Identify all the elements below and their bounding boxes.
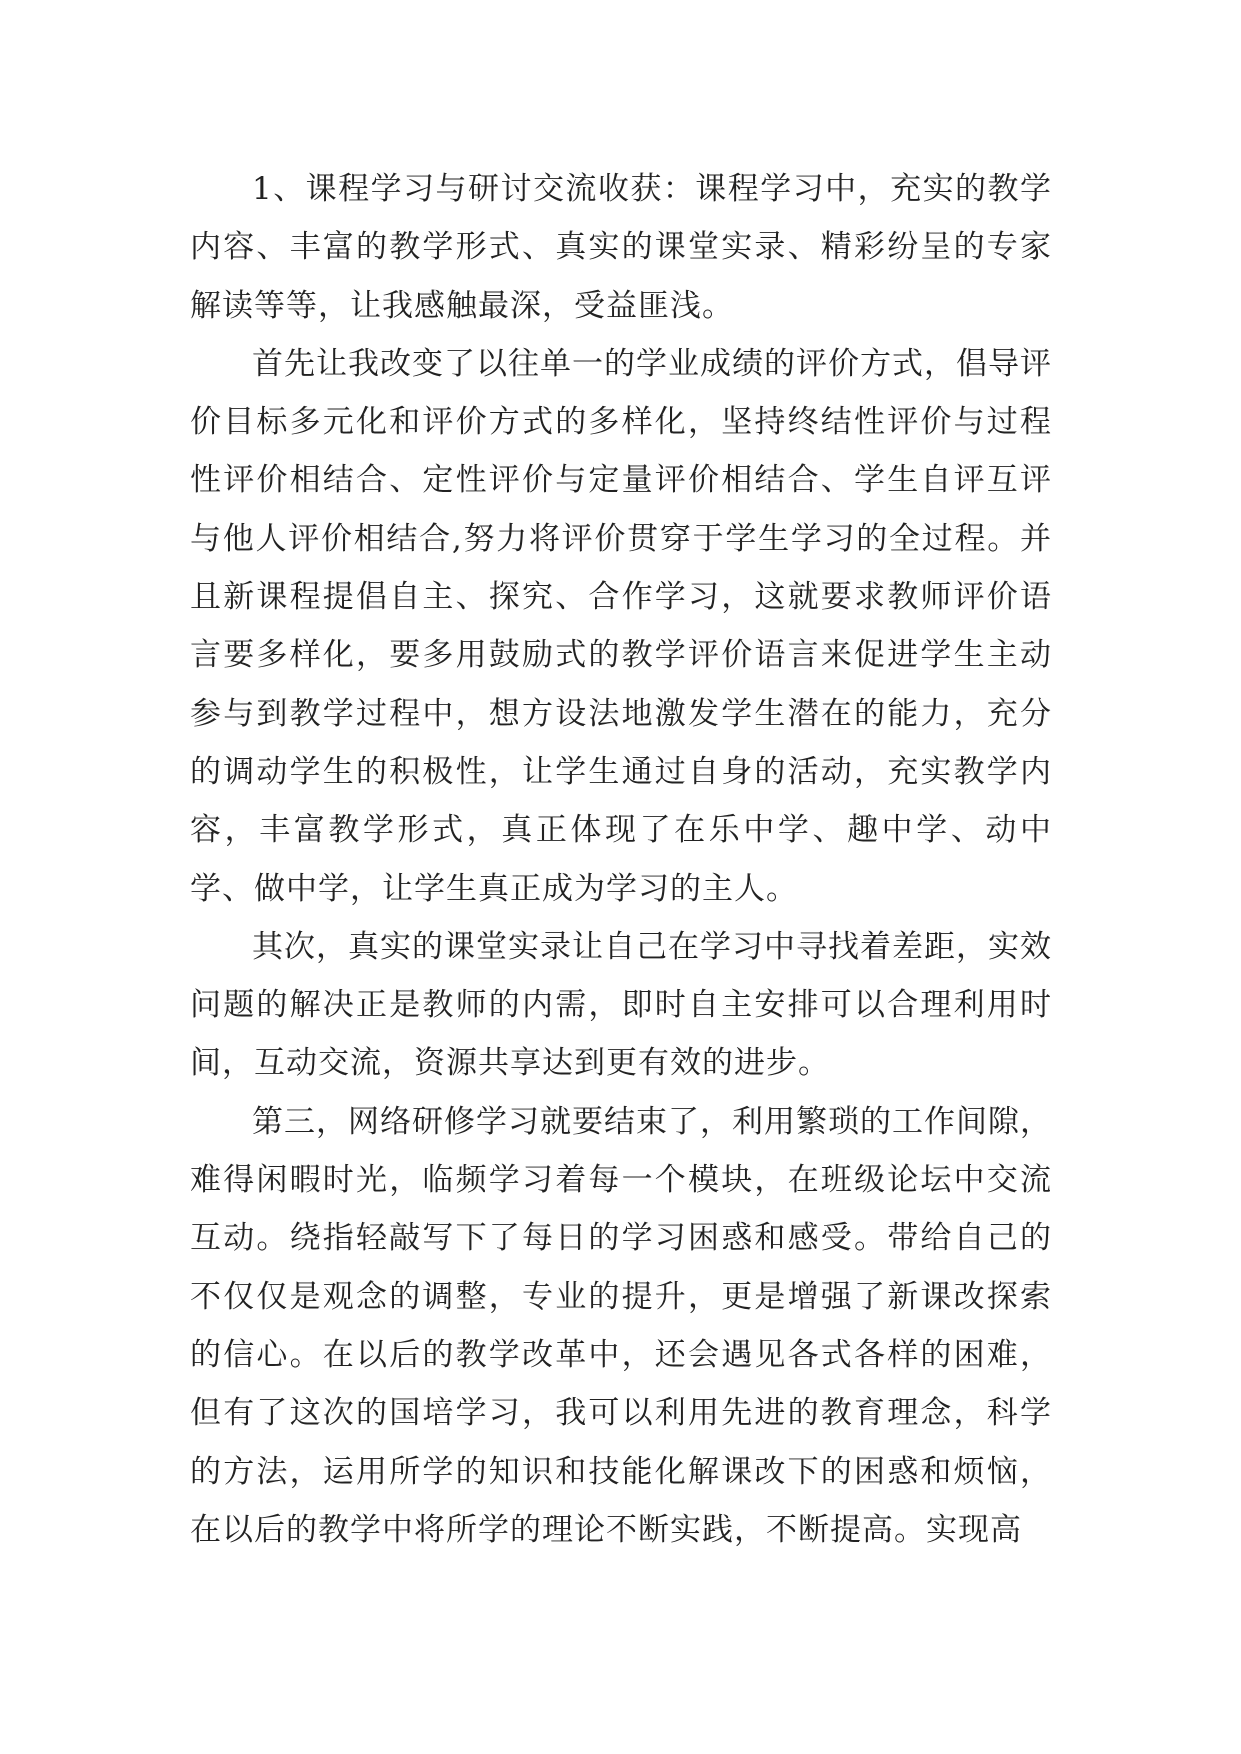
paragraph-classroom-record: 其次，真实的课堂实录让自己在学习中寻找着差距，实效问题的解决正是教师的内需，即时自主安排可以合理利用时间，互动交流，资源共享达到更有效的进步。 (190, 928, 1052, 1082)
paragraph-online-training: 第三，网络研修学习就要结束了，利用繁琐的工作间隙，难得闲暇时光，临频学习着每一个模块，在班级论坛中交流互动。绕指轻敲写下了每日的学习困惑和感受。带给自己的不仅仅是观念的调整，专业的提升，更是增强了新课改探索的信心。在以后的教学改革中，还会遇见各式各样的困难，但有了这次的国培学习，我可以利用先进的教育理念，科学的方法，运用所学的知识和技能化解课改下的困惑和烦恼，在以后的教学中将所学的理论不断实践，不断提高。实现高 (190, 1103, 1052, 1548)
document-body (190, 160, 1052, 1559)
paragraph-evaluation-change: 首先让我改变了以往单一的学业成绩的评价方式，倡导评价目标多元化和评价方式的多样化，坚持终结性评价与过程性评价相结合、定性评价与定量评价相结合、学生自评互评与他人评价相结合,努力将评价贯穿于学生学习的全过程。并且新课程提倡自主、探究、合作学习，这就要求教师评价语言要多样化，要多用鼓励式的教学评价语言来促进学生主动参与到教学过程中，想方设法地激发学生潜在的能力，充分的调动学生的积极性，让学生通过自身的活动，充实教学内容，丰富教学形式，真正体现了在乐中学、趣中学、动中学、做中学，让学生真正成为学习的主人。 (190, 345, 1052, 907)
paragraph-course-gains: 1、课程学习与研讨交流收获：课程学习中，充实的教学内容、丰富的教学形式、真实的课堂实录、精彩纷呈的专家解读等等，让我感触最深，受益匪浅。 (190, 171, 1052, 324)
